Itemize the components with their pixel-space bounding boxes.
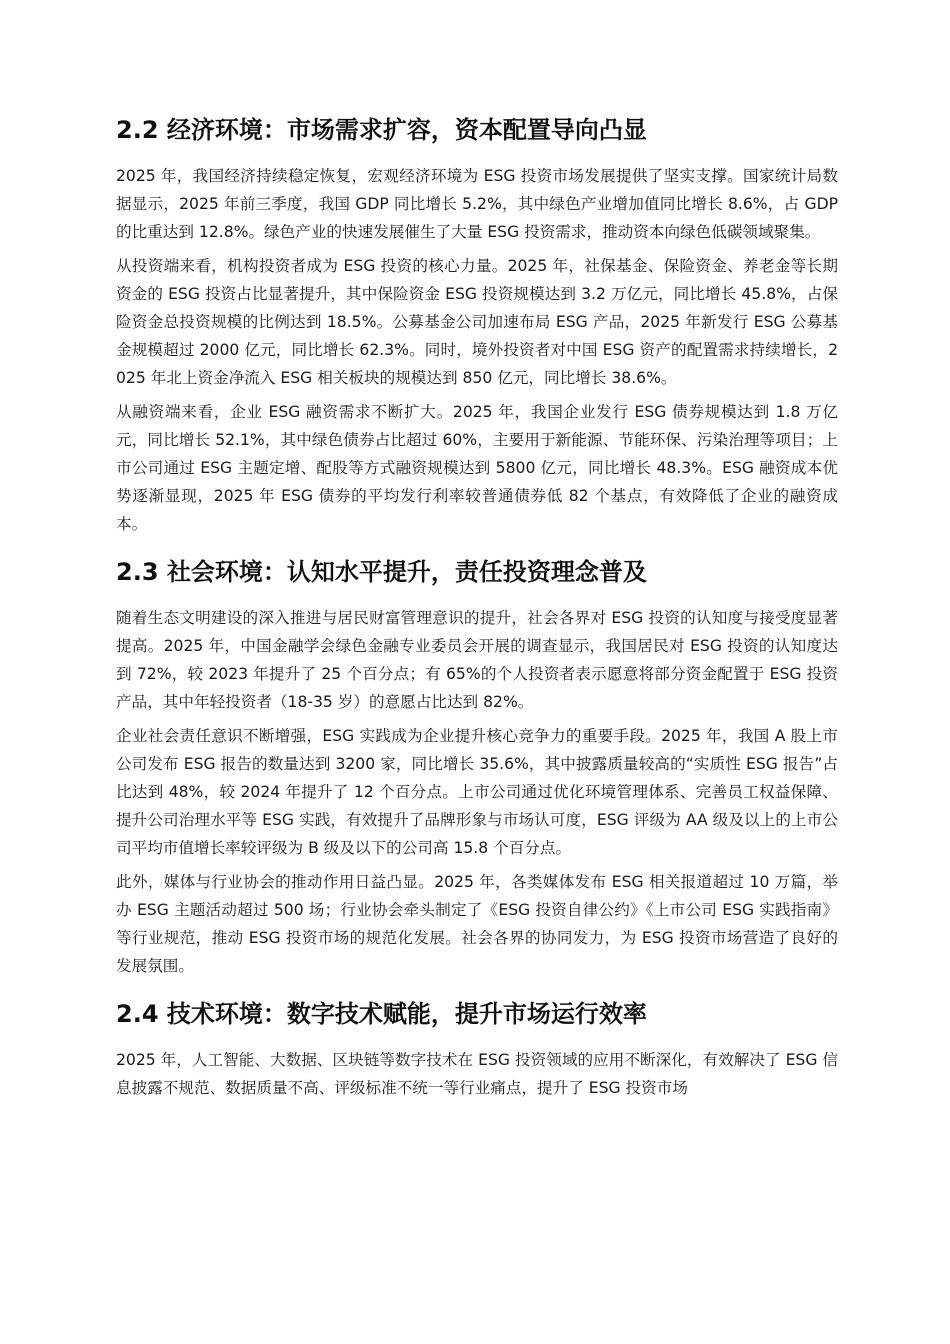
paragraph: 随着生态文明建设的深入推进与居民财富管理意识的提升，社会各界对 ESG 投资的认知度与接受度显著提高。2025 年，中国金融学会绿色金融专业委员会开展的调查显示，我国居民对 ESG 投资的认知度达到 72%，较 2023 年提升了 25 个百分点；有 65%的个人投资者表示愿意将部分资金配置于 ESG 投资产品，其中年轻投资者（18-35 岁）的意愿占比达到 82%。 — [116, 609, 838, 711]
section-social-environment — [116, 552, 838, 980]
paragraph: 2025 年，人工智能、大数据、区块链等数字技术在 ESG 投资领域的应用不断深化，有效解决了 ESG 信息披露不规范、数据质量不高、评级标准不统一等行业痛点，提升了 ESG 投资市场 — [116, 1051, 838, 1097]
paragraph: 此外，媒体与行业协会的推动作用日益凸显。2025 年，各类媒体发布 ESG 相关报道超过 10 万篇，举办 ESG 主题活动超过 500 场；行业协会牵头制定了《ESG 投资自律公约》《上市公司 ESG 实践指南》等行业规范，推动 ESG 投资市场的规范化发展。社会各界的协同发力，为 ESG 投资市场营造了良好的发展氛围。 — [116, 873, 838, 975]
document-page — [116, 110, 838, 1108]
paragraph: 从融资端来看，企业 ESG 融资需求不断扩大。2025 年，我国企业发行 ESG 债券规模达到 1.8 万亿元，同比增长 52.1%，其中绿色债券占比超过 60%，主要用于新能源、节能环保、污染治理等项目；上市公司通过 ESG 主题定增、配股等方式融资规模达到 5800 亿元，同比增长 48.3%。ESG 融资成本优势逐渐显现，2025 年 ESG 债券的平均发行利率较普通债券低 82 个基点，有效降低了企业的融资成本。 — [116, 403, 838, 533]
paragraph: 从投资端来看，机构投资者成为 ESG 投资的核心力量。2025 年，社保基金、保险资金、养老金等长期资金的 ESG 投资占比显著提升，其中保险资金 ESG 投资规模达到 3.2 万亿元，同比增长 45.8%，占保险资金总投资规模的比例达到 18.5%。公募基金公司加速布局 ESG 产品，2025 年新发行 ESG 公募基金规模超过 2000 亿元，同比增长 62.3%。同时，境外投资者对中国 ESG 资产的配置需求持续增长，2025 年北上资金净流入 ESG 相关板块的规模达到 850 亿元，同比增长 38.6%。 — [116, 257, 838, 387]
paragraph: 2025 年，我国经济持续稳定恢复，宏观经济环境为 ESG 投资市场发展提供了坚实支撑。国家统计局数据显示，2025 年前三季度，我国 GDP 同比增长 5.2%，其中绿色产业增加值同比增长 8.6%，占 GDP 的比重达到 12.8%。绿色产业的快速发展催生了大量 ESG 投资需求，推动资本向绿色低碳领域聚集。 — [116, 167, 838, 241]
section-technology-environment — [116, 994, 838, 1102]
section-heading: 2.3 社会环境：认知水平提升，责任投资理念普及 — [116, 558, 647, 586]
section-heading: 2.4 技术环境：数字技术赋能，提升市场运行效率 — [116, 1000, 647, 1028]
section-economic-environment — [116, 110, 838, 538]
paragraph: 企业社会责任意识不断增强，ESG 实践成为企业提升核心竞争力的重要手段。2025 年，我国 A 股上市公司发布 ESG 报告的数量达到 3200 家，同比增长 35.6%，其中披露质量较高的“实质性 ESG 报告”占比达到 48%，较 2024 年提升了 12 个百分点。上市公司通过优化环境管理体系、完善员工权益保障、提升公司治理水平等 ESG 实践，有效提升了品牌形象与市场认可度，ESG 评级为 AA 级及以上的上市公司平均市值增长率较评级为 B 级及以下的公司高 15.8 个百分点。 — [116, 727, 838, 857]
section-heading: 2.2 经济环境：市场需求扩容，资本配置导向凸显 — [116, 116, 647, 144]
